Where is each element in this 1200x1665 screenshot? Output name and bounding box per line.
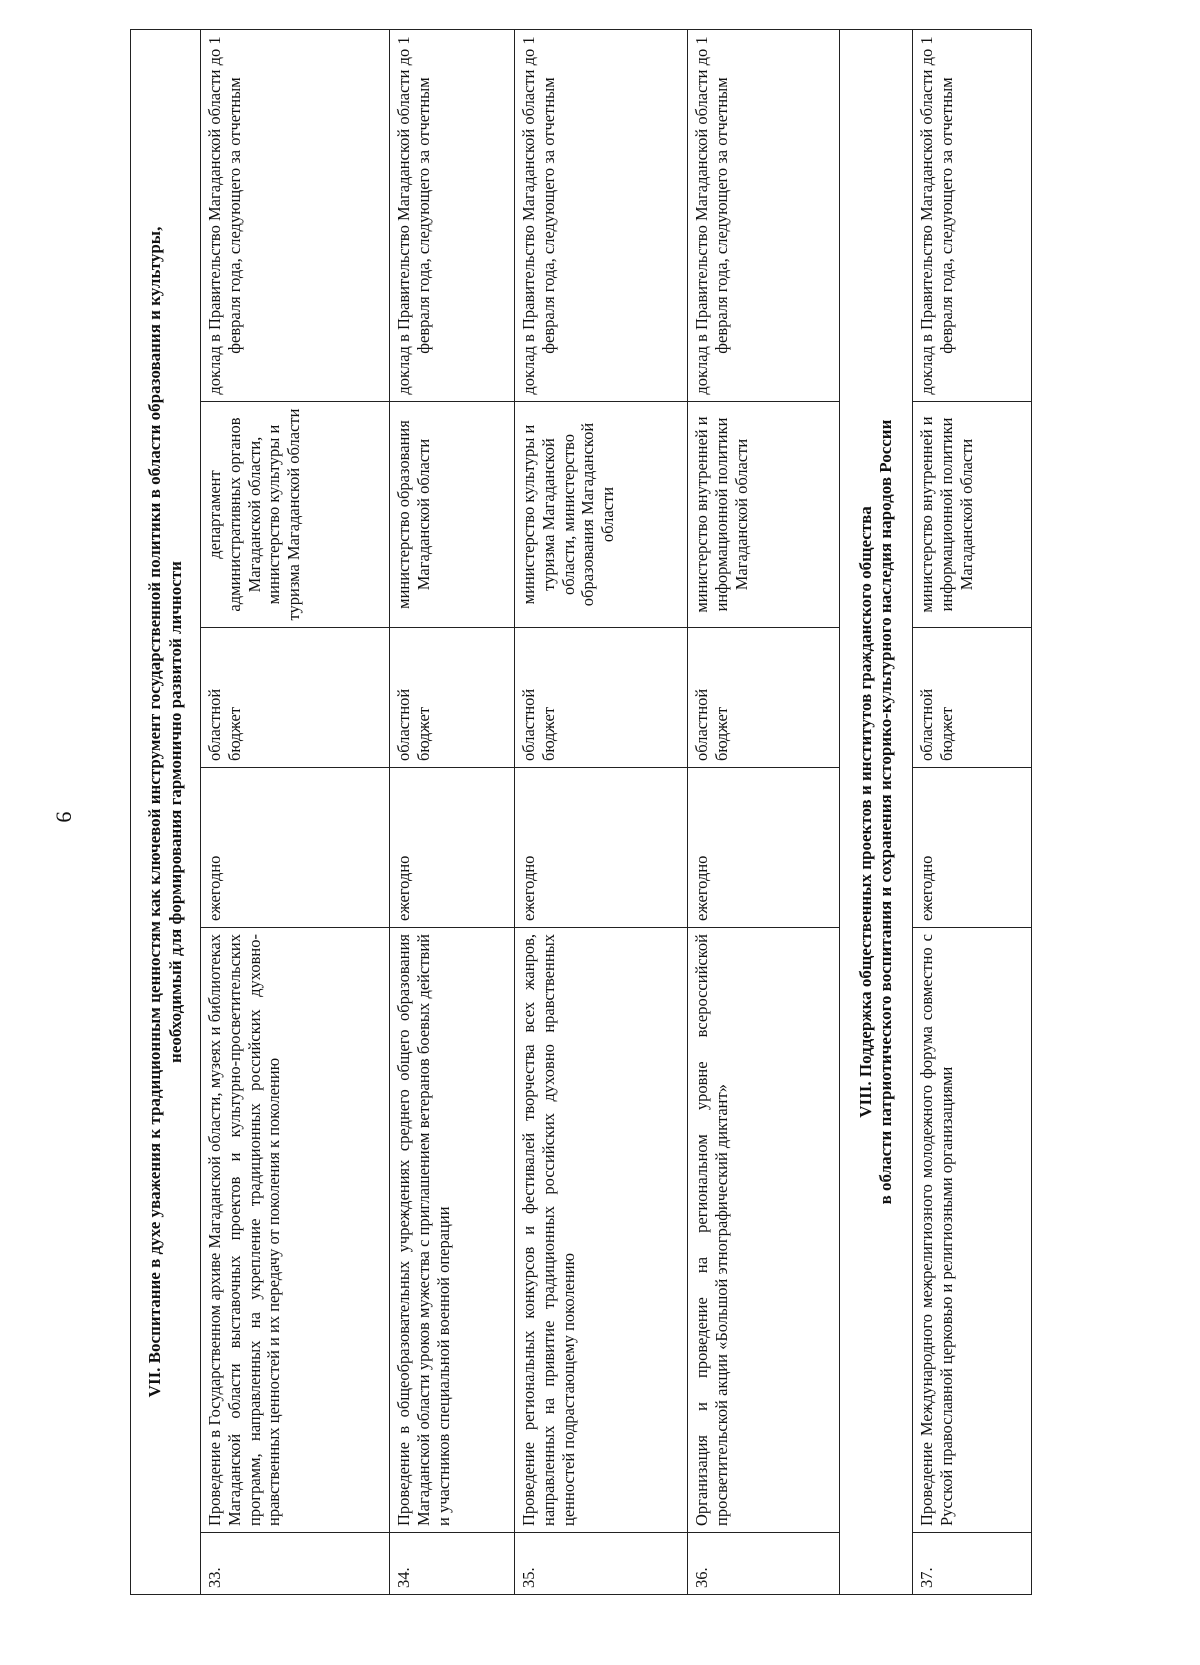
result-cell: доклад в Правительство Магаданской области до 1 февраля года, следующего за отчетным: [913, 30, 1032, 402]
table-row: [515, 30, 688, 1595]
row-number: 37.: [913, 1533, 1032, 1595]
term-cell: ежегодно: [390, 768, 515, 928]
section-header-row: [131, 30, 201, 1595]
event-description: Проведение в общеобразовательных учреждениях среднего общего образования Магаданской области уроков мужества с приглашением ветеранов боевых действий и участников специальной военной операции: [390, 928, 515, 1533]
row-number: 34.: [390, 1533, 515, 1595]
funding-source: областной бюджет: [913, 628, 1032, 768]
term-cell: ежегодно: [913, 768, 1032, 928]
executor-cell: департамент административных органов Магаданской области, министерство культуры и туризма Магаданской области: [201, 402, 390, 628]
event-description: Проведение в Государственном архиве Магаданской области, музеях и библиотеках Магаданской области выставочных проектов и культурно-просветительских программ, направленных на укрепление традиционных российских духовно-нравственных ценностей и их передачу от поколения к поколению: [201, 928, 390, 1533]
result-cell: доклад в Правительство Магаданской области до 1 февраля года, следующего за отчетным: [688, 30, 840, 402]
event-description: Организация и проведение на региональном уровне всероссийской просветительской акции «Большой этнографический диктант»: [688, 928, 840, 1533]
result-cell: доклад в Правительство Магаданской области до 1 февраля года, следующего за отчетным: [390, 30, 515, 402]
result-cell: доклад в Правительство Магаданской области до 1 февраля года, следующего за отчетным: [201, 30, 390, 402]
section-header-row: [840, 30, 913, 1595]
section-title-line: необходимый для формирования гармонично развитой личности: [165, 561, 185, 1063]
table-row: [390, 30, 515, 1595]
action-plan-table: [130, 29, 1032, 1595]
row-number: 36.: [688, 1533, 840, 1595]
executor-cell: министерство внутренней и информационной политики Магаданской области: [688, 402, 840, 628]
section-title-line: в области патриотического воспитания и сохранения историко-культурного наследия народов России: [876, 419, 895, 1205]
section-title-line: VIII. Поддержка общественных проектов и институтов гражданского общества: [855, 506, 875, 1118]
executor-cell: министерство культуры и туризма Магаданской области, министерство образования Магаданской области: [515, 402, 688, 628]
table-row: [201, 30, 390, 1595]
executor-cell: министерство внутренней и информационной политики Магаданской области: [913, 402, 1032, 628]
funding-source: областной бюджет: [688, 628, 840, 768]
term-cell: ежегодно: [201, 768, 390, 928]
funding-source: областной бюджет: [201, 628, 390, 768]
executor-cell: министерство образования Магаданской области: [390, 402, 515, 628]
term-cell: ежегодно: [515, 768, 688, 928]
section-title: [840, 30, 913, 1595]
table-row: [688, 30, 840, 1595]
page-number: 9: [51, 811, 77, 823]
section-title: [131, 30, 201, 1595]
event-description: Проведение Международного межрелигиозного молодежного форума совместно с Русской православной церковью и религиозными организациями: [913, 928, 1032, 1533]
funding-source: областной бюджет: [390, 628, 515, 768]
event-description: Проведение региональных конкурсов и фестивалей творчества всех жанров, направленных на привитие традиционных российских духовно нравственных ценностей подрастающему поколению: [515, 928, 688, 1533]
funding-source: областной бюджет: [515, 628, 688, 768]
result-cell: доклад в Правительство Магаданской области до 1 февраля года, следующего за отчетным: [515, 30, 688, 402]
row-number: 33.: [201, 1533, 390, 1595]
term-cell: ежегодно: [688, 768, 840, 928]
rotated-page-content: [130, 30, 1070, 1595]
table-row: [913, 30, 1032, 1595]
row-number: 35.: [515, 1533, 688, 1595]
section-title-line: VII. Воспитание в духе уважения к традиционным ценностям как ключевой инструмент государственной политики в области образования и культуры,: [145, 226, 165, 1398]
